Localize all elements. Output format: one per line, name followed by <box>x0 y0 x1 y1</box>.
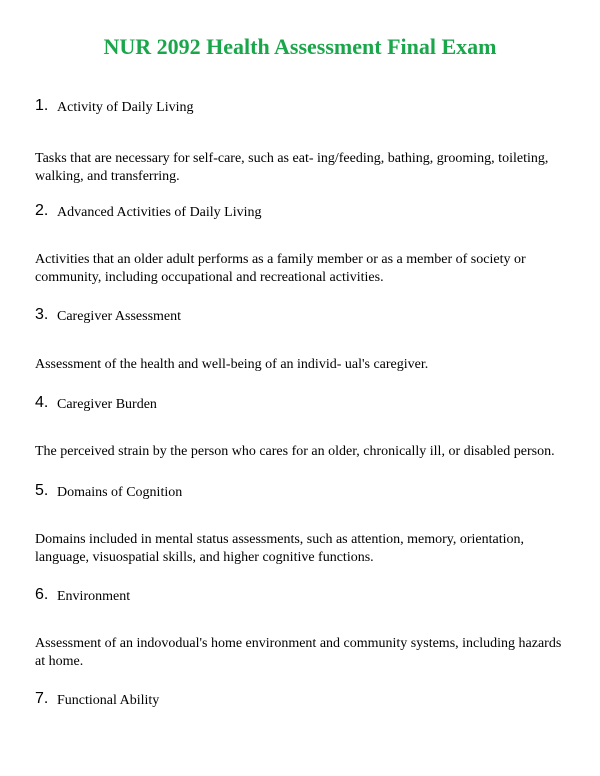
item-term: Activity of Daily Living <box>57 100 194 115</box>
item-definition: Domains included in mental status assessments, such as attention, memory, orientation, language, visuospatial skills, and higher cognitive functions. <box>35 532 525 565</box>
page-title: NUR 2092 Health Assessment Final Exam <box>103 34 497 59</box>
item-number: 5. <box>35 482 49 499</box>
item-number: 6. <box>35 586 49 603</box>
item-term: Caregiver Burden <box>57 397 157 412</box>
item-definition: Assessment of the health and well-being of an individ- ual's caregiver. <box>35 357 429 372</box>
item-number: 2. <box>35 202 49 219</box>
item-number: 7. <box>35 690 49 707</box>
item-definition: Assessment of an indovodual's home environment and community systems, including hazards at home. <box>35 636 562 669</box>
item-term: Advanced Activities of Daily Living <box>57 205 262 220</box>
item-term: Environment <box>57 589 131 604</box>
item-term: Functional Ability <box>57 693 160 708</box>
item-term: Domains of Cognition <box>57 485 183 500</box>
item-number: 4. <box>35 394 49 411</box>
item-definition: Activities that an older adult performs as a family member or as a member of society or community, including occupational and recreational activities. <box>35 252 526 285</box>
item-definition: The perceived strain by the person who cares for an older, chronically ill, or disabled person. <box>35 444 555 459</box>
item-number: 3. <box>35 306 49 323</box>
item-definition: Tasks that are necessary for self-care, such as eat- ing/feeding, bathing, grooming, toileting, walking, and transferring. <box>35 151 549 184</box>
item-number: 1. <box>35 97 49 114</box>
item-term: Caregiver Assessment <box>57 309 182 324</box>
